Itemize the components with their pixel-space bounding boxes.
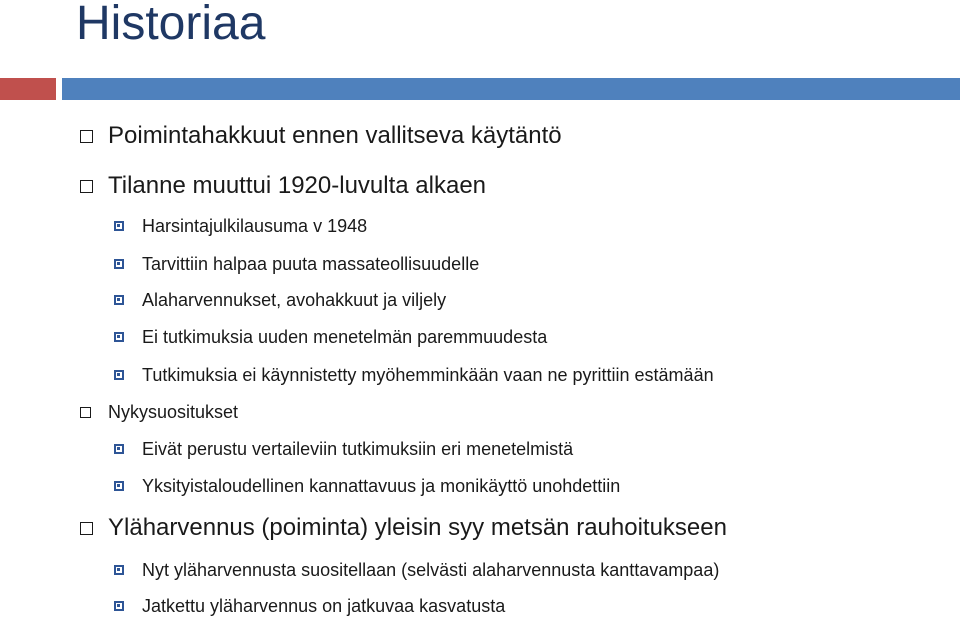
bullet-item — [108, 171, 486, 201]
sub-bullet-icon — [114, 370, 124, 380]
sub-bullet-icon — [114, 332, 124, 342]
bullet-item — [108, 513, 727, 543]
bullet-box-icon — [80, 407, 91, 418]
bullet-text: Tilanne muuttui 1920-luvulta alkaen — [108, 172, 487, 199]
sub-bullet-text: Ei tutkimuksia uuden menetelmän paremmuudesta — [142, 327, 548, 347]
sub-bullet-item — [142, 214, 367, 238]
accent-bar-blue — [62, 78, 960, 100]
bullet-text: Poimintahakkuut ennen vallitseva käytäntö — [108, 122, 562, 149]
sub-bullet-text: Harsintajulkilausuma v 1948 — [142, 216, 368, 236]
bullet-box-icon — [80, 522, 93, 535]
sub-bullet-icon — [114, 601, 124, 611]
bullet-text: Nykysuositukset — [108, 402, 239, 422]
sub-bullet-icon — [114, 565, 124, 575]
sub-bullet-text: Alaharvennukset, avohakkuut ja viljely — [142, 290, 447, 310]
bullet-item — [108, 400, 238, 424]
sub-bullet-item — [142, 594, 505, 617]
sub-bullet-icon — [114, 444, 124, 454]
bullet-box-icon — [80, 130, 93, 143]
sub-bullet-text: Jatkettu yläharvennus on jatkuvaa kasvatusta — [142, 596, 506, 616]
sub-bullet-icon — [114, 259, 124, 269]
sub-bullet-icon — [114, 481, 124, 491]
bullet-text: Yläharvennus (poiminta) yleisin syy metsän rauhoitukseen — [108, 514, 727, 541]
bullet-item — [108, 121, 562, 151]
sub-bullet-item — [142, 288, 446, 312]
sub-bullet-icon — [114, 221, 124, 231]
sub-bullet-item — [142, 252, 479, 276]
bullet-box-icon — [80, 180, 93, 193]
sub-bullet-text: Yksityistaloudellinen kannattavuus ja monikäyttö unohdettiin — [142, 476, 621, 496]
sub-bullet-text: Tarvittiin halpaa puuta massateollisuudelle — [142, 254, 480, 274]
sub-bullet-item — [142, 474, 620, 498]
sub-bullet-icon — [114, 295, 124, 305]
sub-bullet-text: Eivät perustu vertaileviin tutkimuksiin eri menetelmistä — [142, 439, 574, 459]
sub-bullet-item — [142, 325, 547, 349]
slide-title: Historiaa — [76, 0, 266, 50]
sub-bullet-text: Tutkimuksia ei käynnistetty myöhemminkään vaan ne pyrittiin estämään — [142, 365, 714, 385]
accent-bar-red — [0, 78, 56, 100]
sub-bullet-item — [142, 437, 573, 461]
sub-bullet-item — [142, 363, 714, 387]
sub-bullet-text: Nyt yläharvennusta suositellaan (selvästi alaharvennusta kanttavampaa) — [142, 560, 720, 580]
sub-bullet-item — [142, 558, 719, 582]
